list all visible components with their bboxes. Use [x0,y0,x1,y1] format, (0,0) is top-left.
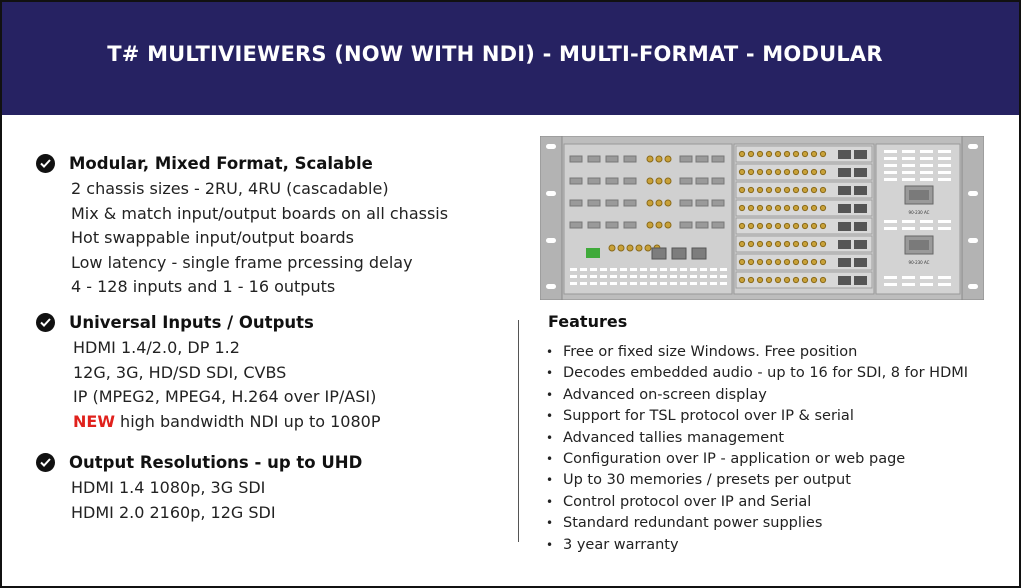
list-item-new [73,410,380,435]
bullet-icon: • [546,387,554,402]
vent-slot [600,275,607,278]
vent-slot [884,220,897,223]
bullet-icon: • [546,366,554,381]
vent-slot [720,275,727,278]
bnc-connector [739,151,744,156]
vent-slot [920,178,933,181]
bnc-connector [757,187,762,192]
vent-slot [902,220,915,223]
vent-slot [938,164,951,167]
vent-slot [690,268,697,271]
feature-text: Advanced tallies management [563,429,785,446]
bnc-connector [766,223,771,228]
vent-slot [938,220,951,223]
port-connector [696,200,708,206]
feature-text: Advanced on-screen display [563,386,767,403]
bnc-connector [802,169,807,174]
list-item: Low latency - single frame prcessing delay [71,252,413,272]
rj45-port [838,186,851,195]
rj45-port [838,240,851,249]
bnc-connector [820,223,825,228]
vent-slot [902,178,915,181]
list-item: 12G, 3G, HD/SD SDI, CVBS [73,362,287,382]
vent-slot [884,227,897,230]
section-output-resolutions [36,451,362,525]
bullet-icon: • [546,451,554,466]
bnc-connector [739,169,744,174]
port-connector [696,222,708,228]
vent-slot [884,178,897,181]
bnc-connector [811,259,816,264]
bnc-connector [647,200,653,206]
port-connector [712,156,724,162]
vent-slot [700,282,707,285]
bnc-connector [811,223,816,228]
section-heading [36,152,448,174]
rj45-port [838,276,851,285]
port-connector [624,200,636,206]
vent-slot [580,282,587,285]
vent-slot [710,268,717,271]
rack-chassis-icon [540,136,984,300]
rj45-port [838,150,851,159]
vent-slot [720,268,727,271]
feature-item [546,470,968,491]
psu-label: 90-230 AC [908,260,930,265]
vent-slot [920,276,933,279]
vent-slot [920,164,933,167]
feature-text: Configuration over IP - application or web page [563,450,906,467]
bnc-connector [793,259,798,264]
bullet-icon: • [546,516,554,531]
list-item: 2 chassis sizes - 2RU, 4RU (cascadable) [71,179,389,198]
feature-item [546,513,968,534]
rj45-port [854,168,867,177]
bnc-connector [748,223,753,228]
vent-slot [938,283,951,286]
bnc-connector [748,169,753,174]
bnc-connector [811,241,816,246]
vent-slot [660,275,667,278]
bnc-connector [757,169,762,174]
vent-slot [690,282,697,285]
rj45-port [854,222,867,231]
vent-slot [670,282,677,285]
section-heading [36,451,362,473]
vent-slot [650,282,657,285]
vent-slot [710,275,717,278]
rj45-port [854,240,867,249]
bnc-connector [665,178,671,184]
feature-item [546,385,968,406]
port-connector [570,200,582,206]
bnc-connector [820,259,825,264]
check-circle-icon [36,313,55,332]
bnc-connector [820,151,825,156]
list-item: 4 - 128 inputs and 1 - 16 outputs [71,277,336,296]
port-connector [606,222,618,228]
port-connector [680,156,692,162]
bnc-connector [627,245,633,251]
feature-text: Decodes embedded audio - up to 16 for SDI, 8 for HDMI [563,365,969,382]
vent-slot [720,282,727,285]
vent-slot [640,282,647,285]
bnc-connector [784,223,789,228]
bnc-connector [766,259,771,264]
bnc-connector [820,187,825,192]
vent-slot [884,157,897,160]
feature-text: Control protocol over IP and Serial [563,493,812,510]
bnc-connector [775,169,780,174]
port-connector [588,200,600,206]
bullet-icon: • [546,430,554,445]
features-title: Features [548,312,628,331]
vent-slot [590,275,597,278]
vent-slot [902,164,915,167]
port-connector [680,222,692,228]
bnc-connector [665,222,671,228]
bnc-connector [748,241,753,246]
bnc-connector [647,178,653,184]
feature-item [546,406,968,427]
bnc-connector [820,169,825,174]
port-connector [624,222,636,228]
bnc-connector [784,277,789,282]
bnc-connector [766,169,771,174]
rj45-port [652,248,666,259]
vent-slot [680,268,687,271]
vent-slot [938,178,951,181]
status-led [586,248,600,258]
vent-slot [610,282,617,285]
rj45-port [854,258,867,267]
port-connector [588,222,600,228]
vent-slot [660,282,667,285]
section-universal-io [36,311,380,434]
rj45-port [838,204,851,213]
vent-slot [650,275,657,278]
feature-text: Standard redundant power supplies [563,515,823,532]
port-connector [606,200,618,206]
bullet-icon: • [546,409,554,424]
bnc-connector [757,205,762,210]
bnc-connector [811,187,816,192]
vent-slot [938,227,951,230]
vent-slot [620,282,627,285]
list-item: IP (MPEG2, MPEG4, H.264 over IP/ASI) [73,387,377,406]
vent-slot [902,171,915,174]
bnc-connector [739,187,744,192]
vent-slot [938,157,951,160]
vent-slot [884,283,897,286]
vent-slot [590,282,597,285]
feature-text: 3 year warranty [563,536,679,553]
vent-slot [920,220,933,223]
bnc-connector [645,245,651,251]
vent-slot [700,268,707,271]
vent-slot [884,150,897,153]
title-banner [2,2,1019,115]
vent-slot [902,157,915,160]
feature-text: Support for TSL protocol over IP & serial [563,408,854,425]
vent-slot [570,282,577,285]
bnc-connector [811,151,816,156]
vent-slot [640,268,647,271]
vent-slot [938,150,951,153]
vent-slot [620,268,627,271]
section-title: Universal Inputs / Outputs [69,312,314,332]
bnc-connector [757,151,762,156]
port-connector [712,200,724,206]
bnc-connector [766,241,771,246]
bnc-connector [609,245,615,251]
feature-text: Up to 30 memories / presets per output [563,472,851,489]
vent-slot [920,150,933,153]
vent-slot [570,275,577,278]
bnc-connector [793,187,798,192]
bnc-connector [748,205,753,210]
bnc-connector [775,151,780,156]
vent-slot [580,268,587,271]
vent-slot [610,268,617,271]
vent-slot [600,282,607,285]
bnc-connector [739,259,744,264]
bullet-icon: • [546,345,554,359]
bnc-connector [811,277,816,282]
bnc-connector [665,200,671,206]
vent-slot [580,275,587,278]
vent-slot [640,275,647,278]
bnc-connector [739,241,744,246]
port-connector [712,178,724,184]
rj45-port [854,204,867,213]
bnc-connector [802,205,807,210]
bnc-connector [766,205,771,210]
port-connector [624,156,636,162]
feature-item [546,449,968,470]
vent-slot [680,282,687,285]
section-heading [36,311,380,333]
bnc-connector [656,222,662,228]
feature-item [546,535,968,556]
bnc-connector [757,223,762,228]
vent-slot [630,275,637,278]
bnc-connector [793,151,798,156]
bnc-connector [748,259,753,264]
list-item: HDMI 1.4/2.0, DP 1.2 [73,338,240,357]
vent-slot [710,282,717,285]
vent-slot [630,282,637,285]
bnc-connector [656,178,662,184]
vent-slot [920,283,933,286]
vent-slot [920,171,933,174]
bnc-connector [748,151,753,156]
bnc-connector [757,241,762,246]
bnc-connector [748,187,753,192]
section-title: Output Resolutions - up to UHD [69,452,363,472]
bnc-connector [802,277,807,282]
bnc-connector [784,205,789,210]
section-modular [36,152,448,300]
port-connector [696,178,708,184]
bnc-connector [665,156,671,162]
vent-slot [670,275,677,278]
bnc-connector [775,205,780,210]
port-connector [606,156,618,162]
features-list [546,342,968,556]
vent-slot [902,283,915,286]
rj45-port [838,222,851,231]
bnc-connector [748,277,753,282]
port-connector [696,156,708,162]
vent-slot [884,171,897,174]
vent-slot [884,164,897,167]
feature-text: Free or fixed size Windows. Free position [563,344,858,360]
list-item-text: high bandwidth NDI up to 1080P [114,411,381,431]
vent-slot [938,171,951,174]
vent-slot [920,157,933,160]
vent-slot [680,275,687,278]
vent-slot [938,276,951,279]
vent-slot [700,275,707,278]
list-item: HDMI 2.0 2160p, 12G SDI [71,502,276,522]
vent-slot [670,268,677,271]
bullet-icon: • [546,537,554,552]
port-connector [624,178,636,184]
port-connector [606,178,618,184]
rj45-port [838,258,851,267]
vent-slot [630,268,637,271]
vent-slot [570,268,577,271]
vent-slot [610,275,617,278]
port-connector [570,178,582,184]
bullet-icon: • [546,494,554,509]
port-connector [570,222,582,228]
port-connector [712,222,724,228]
bnc-connector [775,277,780,282]
bnc-connector [647,156,653,162]
bnc-connector [802,259,807,264]
list-item: Hot swappable input/output boards [71,228,354,247]
bnc-connector [793,241,798,246]
bnc-connector [793,205,798,210]
bnc-connector [656,156,662,162]
bnc-connector [784,151,789,156]
bnc-connector [793,169,798,174]
bnc-connector [766,151,771,156]
bnc-connector [784,241,789,246]
vent-slot [902,276,915,279]
feature-item [546,428,968,449]
vent-slot [650,268,657,271]
bnc-connector [636,245,642,251]
bnc-connector [784,259,789,264]
bnc-connector [775,187,780,192]
bnc-connector [820,205,825,210]
bullet-icon: • [546,473,554,488]
psu-label: 90-230 AC [908,210,930,215]
port-connector [680,200,692,206]
column-divider [518,320,519,542]
rj45-port [672,248,686,259]
bnc-connector [775,241,780,246]
rack-chassis-image [540,136,984,300]
feature-item [546,342,968,363]
bnc-connector [739,277,744,282]
check-circle-icon [36,154,55,173]
bnc-connector [811,169,816,174]
bnc-connector [739,223,744,228]
rj45-port [854,276,867,285]
bnc-connector [766,277,771,282]
bnc-connector [802,223,807,228]
rj45-port [692,248,706,259]
bnc-connector [775,223,780,228]
vent-slot [590,268,597,271]
feature-item [546,492,968,513]
vent-slot [620,275,627,278]
check-circle-icon [36,453,55,472]
bnc-connector [656,200,662,206]
bnc-connector [739,205,744,210]
bnc-connector [775,259,780,264]
list-item: HDMI 1.4 1080p, 3G SDI [71,478,266,497]
page-title: T# MULTIVIEWERS (NOW WITH NDI) - MULTI-FORMAT - MODULAR [107,42,883,66]
bnc-connector [802,241,807,246]
vent-slot [600,268,607,271]
rj45-port [838,168,851,177]
bnc-connector [793,223,798,228]
rj45-port [854,150,867,159]
bnc-connector [766,187,771,192]
bnc-connector [793,277,798,282]
feature-item [546,363,968,384]
port-connector [588,178,600,184]
vent-slot [660,268,667,271]
bnc-connector [820,241,825,246]
bnc-connector [820,277,825,282]
section-title: Modular, Mixed Format, Scalable [69,153,373,173]
bnc-connector [647,222,653,228]
bnc-connector [802,151,807,156]
bnc-connector [784,187,789,192]
bnc-connector [757,259,762,264]
rj45-port [854,186,867,195]
vent-slot [902,227,915,230]
vent-slot [920,227,933,230]
bnc-connector [802,187,807,192]
new-badge: NEW [73,411,115,431]
bnc-connector [811,205,816,210]
vent-slot [690,275,697,278]
port-connector [588,156,600,162]
port-connector [570,156,582,162]
bnc-connector [618,245,624,251]
bnc-connector [784,169,789,174]
port-connector [680,178,692,184]
bnc-connector [757,277,762,282]
list-item: Mix & match input/output boards on all chassis [71,203,449,223]
vent-slot [884,276,897,279]
vent-slot [902,150,915,153]
